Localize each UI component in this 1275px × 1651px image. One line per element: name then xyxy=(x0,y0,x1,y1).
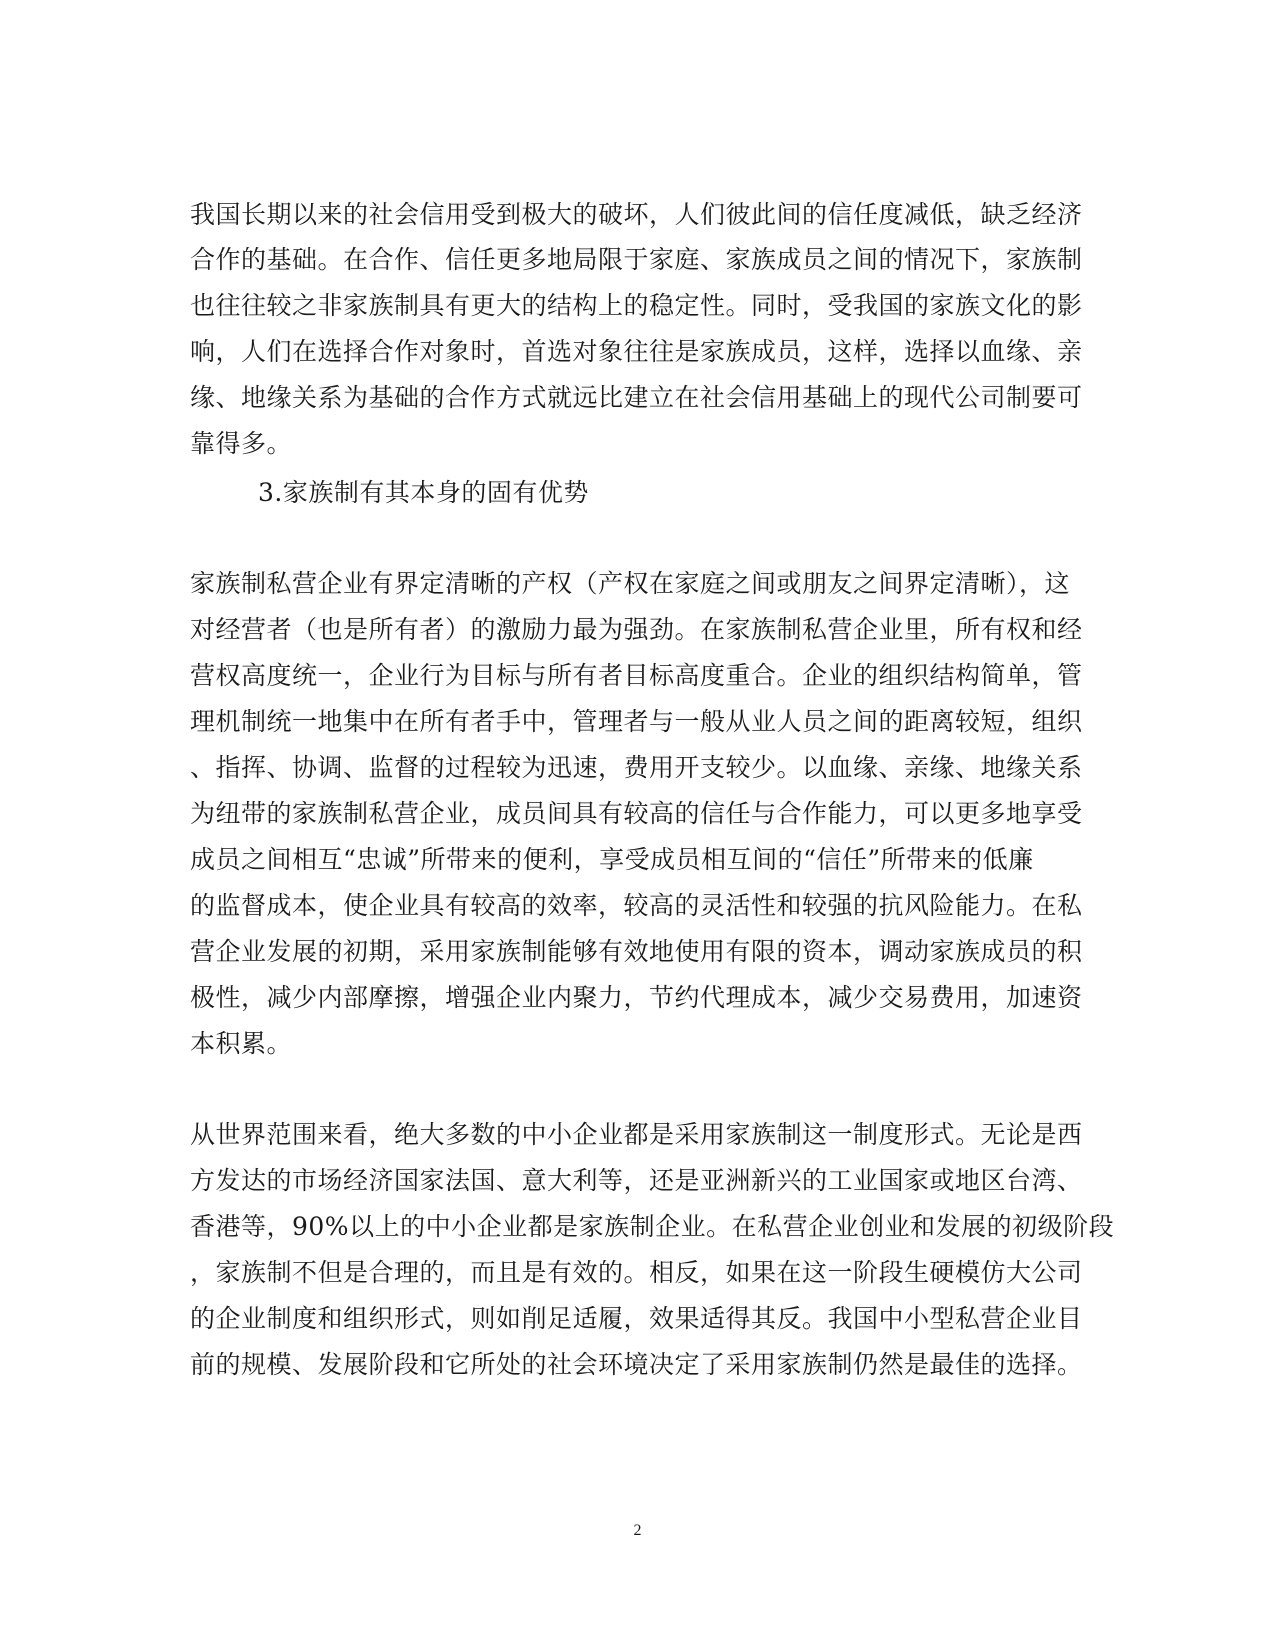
paragraph-1-line-3: 也往往较之非家族制具有更大的结构上的稳定性。同时，受我国的家族文化的影 xyxy=(190,291,1083,320)
paragraph-2-line-7: 成员之间相互“忠诚”所带来的便利，享受成员相互间的“信任”所带来的低廉 xyxy=(190,845,1034,874)
paragraph-3-line-1: 从世界范围来看，绝大多数的中小企业都是采用家族制这一制度形式。无论是西 xyxy=(190,1120,1083,1149)
paragraph-2-line-6: 为纽带的家族制私营企业，成员间具有较高的信任与合作能力，可以更多地享受 xyxy=(190,799,1083,828)
paragraph-1-line-4: 响，人们在选择合作对象时，首选对象往往是家族成员，这样，选择以血缘、亲 xyxy=(190,337,1083,366)
paragraph-3-line-2: 方发达的市场经济国家法国、意大利等，还是亚洲新兴的工业国家或地区台湾、 xyxy=(190,1166,1083,1195)
paragraph-2-line-3: 营权高度统一，企业行为目标与所有者目标高度重合。企业的组织结构简单，管 xyxy=(190,661,1083,690)
paragraph-2-line-2: 对经营者（也是所有者）的激励力最为强劲。在家族制私营企业里，所有权和经 xyxy=(190,615,1083,644)
paragraph-1-line-5: 缘、地缘关系为基础的合作方式就远比建立在社会信用基础上的现代公司制要可 xyxy=(190,383,1083,412)
paragraph-2-line-8: 的监督成本，使企业具有较高的效率，较高的灵活性和较强的抗风险能力。在私 xyxy=(190,891,1083,920)
paragraph-2-line-10: 极性，减少内部摩擦，增强企业内聚力，节约代理成本，减少交易费用，加速资 xyxy=(190,983,1083,1012)
paragraph-3-line-3: 香港等，90%以上的中小企业都是家族制企业。在私营企业创业和发展的初级阶段 xyxy=(190,1212,1115,1241)
paragraph-2-line-9: 营企业发展的初期，采用家族制能够有效地使用有限的资本，调动家族成员的积 xyxy=(190,937,1083,966)
paragraph-3-line-4: ，家族制不但是合理的，而且是有效的。相反，如果在这一阶段生硬模仿大公司 xyxy=(190,1258,1083,1287)
paragraph-3-line-6: 前的规模、发展阶段和它所处的社会环境决定了采用家族制仍然是最佳的选择。 xyxy=(190,1350,1083,1379)
paragraph-1-line-1: 我国长期以来的社会信用受到极大的破坏，人们彼此间的信任度减低，缺乏经济 xyxy=(190,200,1083,229)
paragraph-1-line-2: 合作的基础。在合作、信任更多地局限于家庭、家族成员之间的情况下，家族制 xyxy=(190,245,1083,274)
page-number: 2 xyxy=(633,1522,642,1539)
section-heading: 3.家族制有其本身的固有优势 xyxy=(258,478,589,507)
paragraph-2-line-4: 理机制统一地集中在所有者手中，管理者与一般从业人员之间的距离较短，组织 xyxy=(190,707,1083,736)
paragraph-2-line-11: 本积累。 xyxy=(190,1029,293,1058)
paragraph-2-line-5: 、指挥、协调、监督的过程较为迅速，费用开支较少。以血缘、亲缘、地缘关系 xyxy=(190,753,1083,782)
paragraph-2-line-1: 家族制私营企业有界定清晰的产权（产权在家庭之间或朋友之间界定清晰），这 xyxy=(190,569,1071,598)
paragraph-3-line-5: 的企业制度和组织形式，则如削足适履，效果适得其反。我国中小型私营企业目 xyxy=(190,1304,1083,1333)
paragraph-1-line-6: 靠得多。 xyxy=(190,429,293,458)
